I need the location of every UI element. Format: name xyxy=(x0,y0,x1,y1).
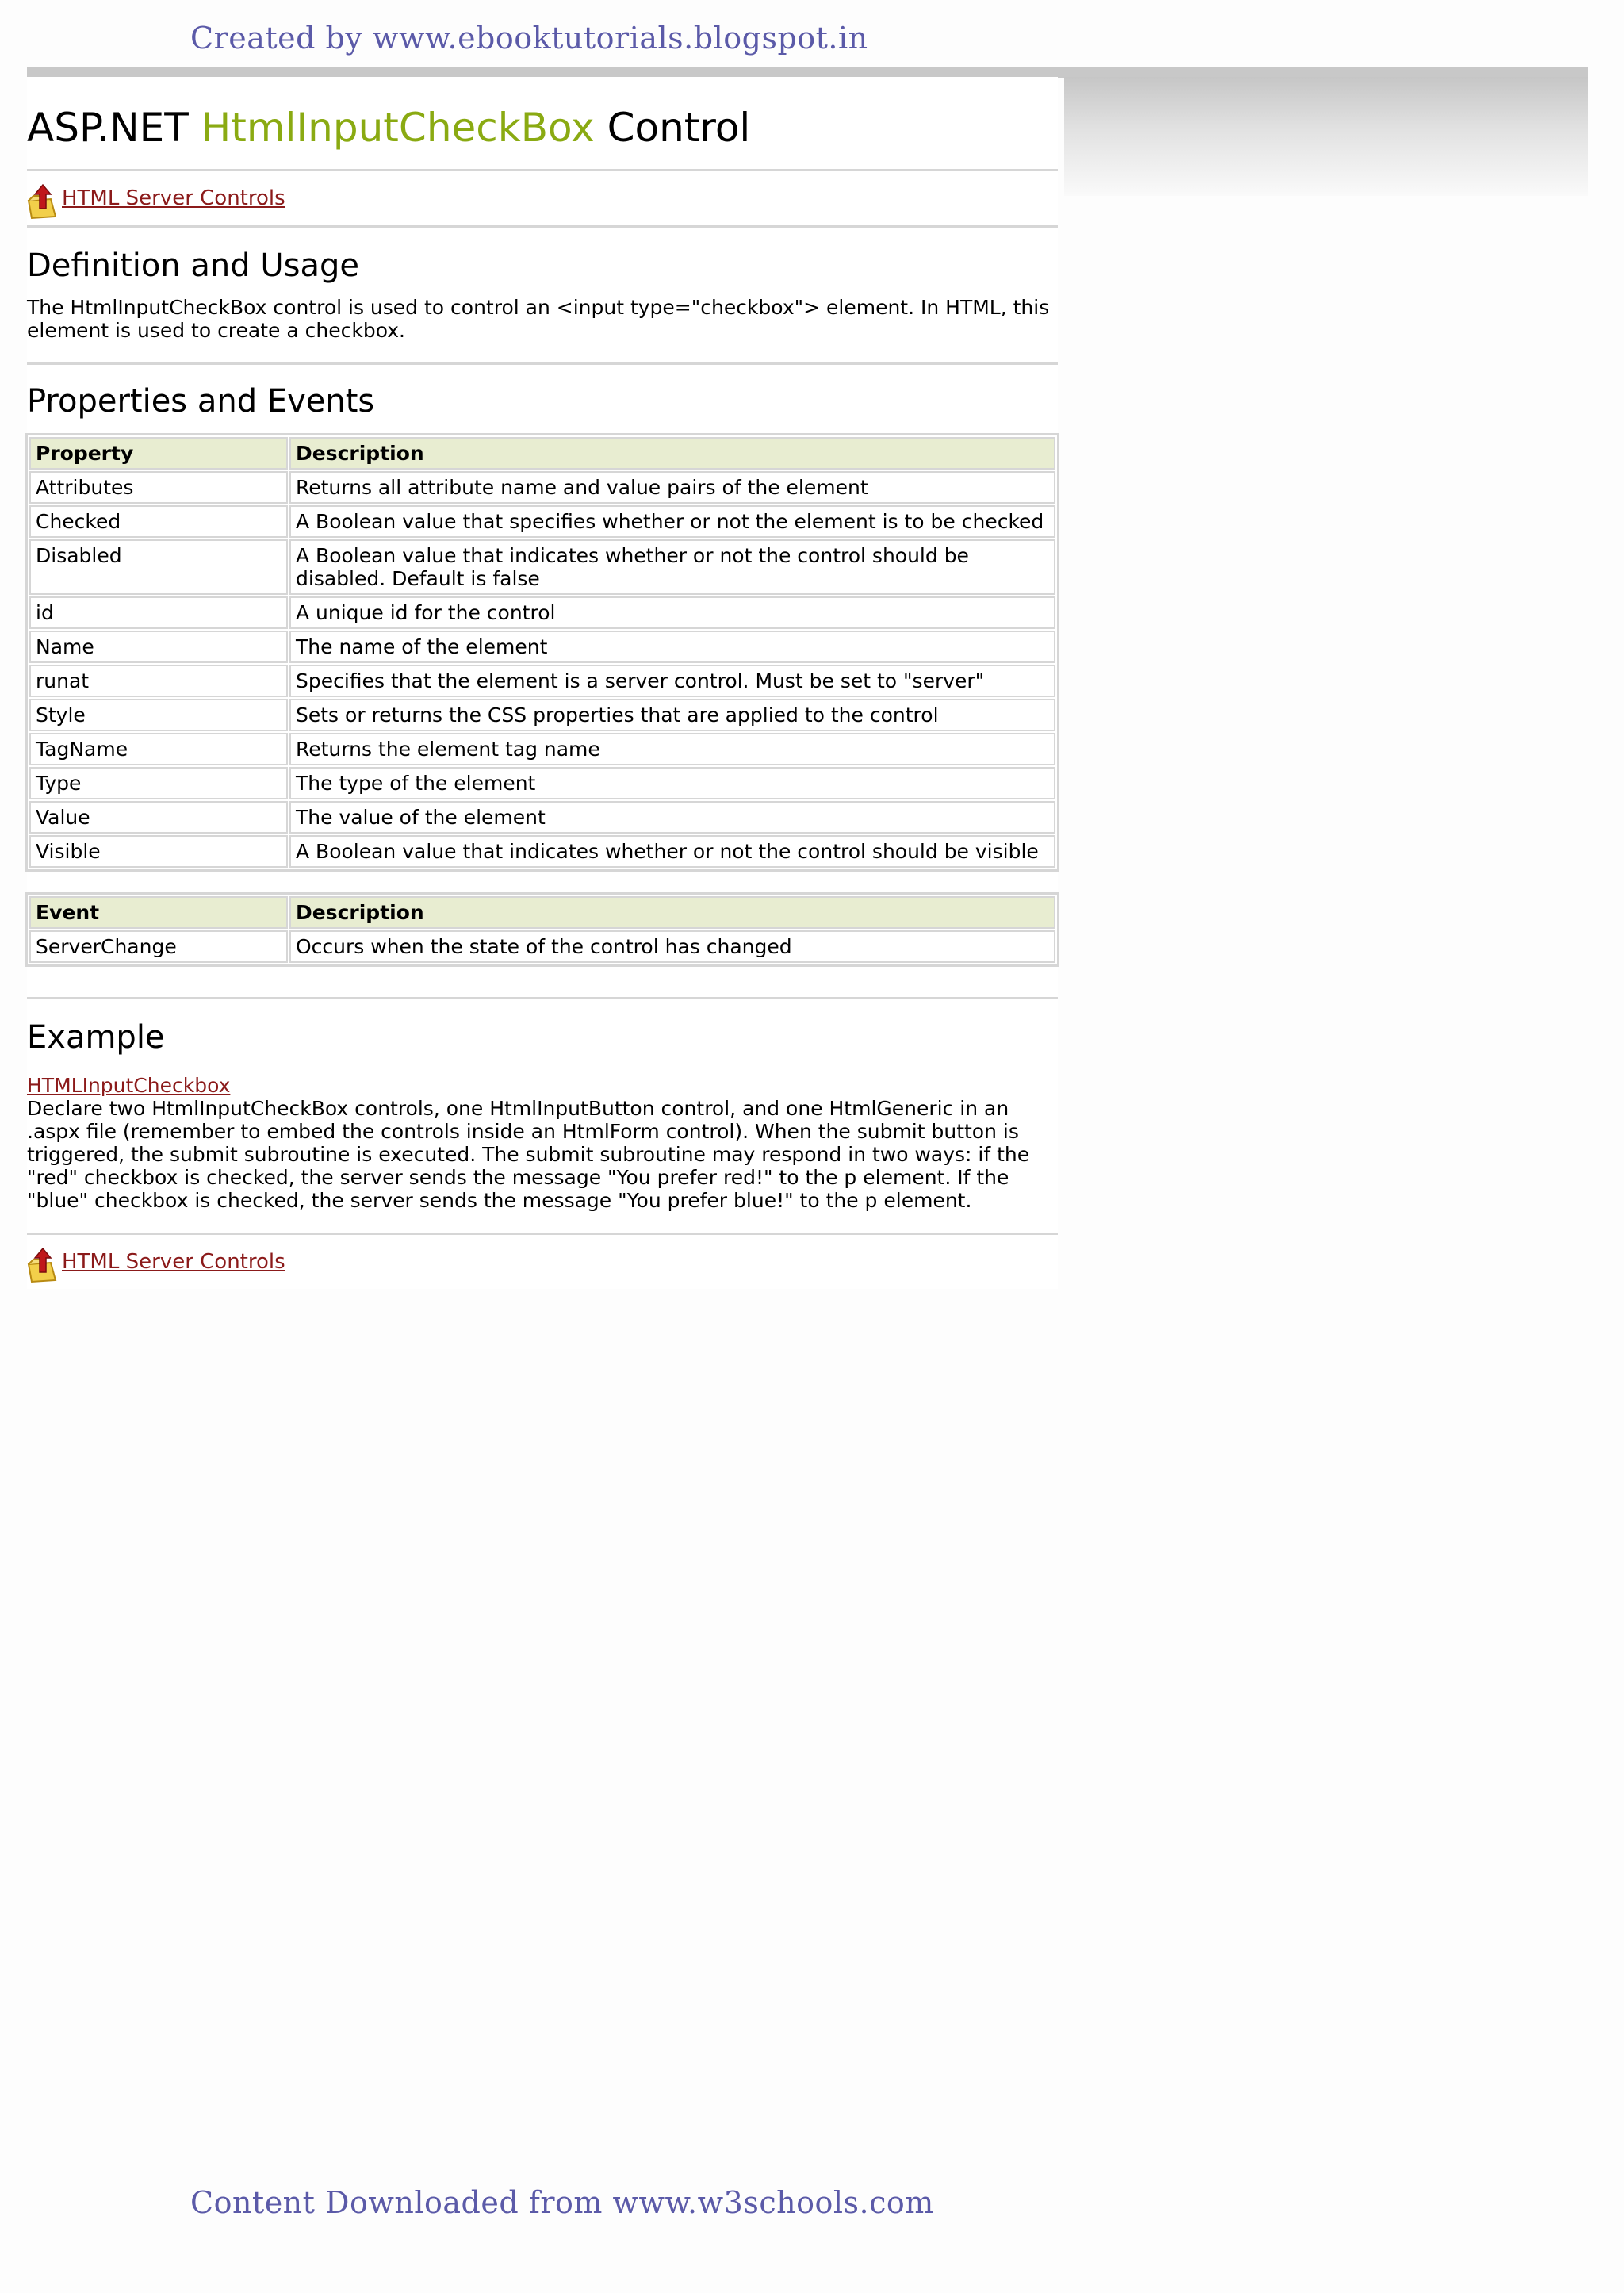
table-row xyxy=(29,767,1055,799)
watermark-bottom: Content Downloaded from www.w3schools.com xyxy=(190,2185,934,2220)
title-suffix: Control xyxy=(594,105,751,151)
table-row xyxy=(29,596,1055,629)
property-description: Returns all attribute name and value pairs of the element xyxy=(289,471,1055,504)
column-header-description: Description xyxy=(289,437,1055,470)
properties-heading: Properties and Events xyxy=(27,383,375,420)
property-description: The name of the element xyxy=(289,631,1055,663)
page-title xyxy=(27,77,1058,169)
example-text: Declare two HtmlInputCheckBox controls, one HtmlInputButton control, and one HtmlGeneric in an .aspx file (remember to embed the controls inside an HtmlForm control). When the submit button is triggered, the submit subroutine is executed. The submit subroutine may respond in two ways: if the "red" checkbox is checked, the server sends the message "You prefer red!" to the p element. If the "blue" checkbox is checked, the server sends the message "You prefer blue!" to the p element. xyxy=(27,1097,1030,1212)
top-bar xyxy=(27,67,1588,78)
property-description: Returns the element tag name xyxy=(289,733,1055,765)
table-header-row xyxy=(29,896,1055,929)
column-header-description: Description xyxy=(289,896,1055,929)
event-description: Occurs when the state of the control has changed xyxy=(289,930,1055,963)
table-row xyxy=(29,835,1055,868)
table-header-row xyxy=(29,437,1055,470)
property-name: Visible xyxy=(29,835,288,868)
folder-up-arrow-icon xyxy=(27,1247,59,1283)
property-description: A Boolean value that indicates whether or not the control should be disabled. Default is false xyxy=(289,539,1055,595)
properties-table xyxy=(25,433,1059,872)
nav-bottom xyxy=(27,1235,1058,1289)
table-row xyxy=(29,505,1055,538)
main-content xyxy=(27,77,1058,1289)
property-description: A Boolean value that specifies whether or not the element is to be checked xyxy=(289,505,1055,538)
definition-heading: Definition and Usage xyxy=(27,247,360,284)
property-description: A Boolean value that indicates whether or not the control should be visible xyxy=(289,835,1055,868)
html-server-controls-link[interactable]: HTML Server Controls xyxy=(62,186,285,210)
events-table xyxy=(25,892,1059,967)
property-description: Sets or returns the CSS properties that are applied to the control xyxy=(289,699,1055,731)
property-name: id xyxy=(29,596,288,629)
nav-top xyxy=(27,171,1058,225)
table-row xyxy=(29,699,1055,731)
html-server-controls-link[interactable]: HTML Server Controls xyxy=(62,1250,285,1274)
property-name: Style xyxy=(29,699,288,731)
title-accent: HtmlInputCheckBox xyxy=(201,105,595,151)
property-name: Name xyxy=(29,631,288,663)
table-row xyxy=(29,733,1055,765)
title-prefix: ASP.NET xyxy=(27,105,201,151)
right-gradient-panel xyxy=(1064,77,1588,196)
column-header-property: Property xyxy=(29,437,288,470)
table-row xyxy=(29,471,1055,504)
table-row xyxy=(29,539,1055,595)
folder-up-arrow-icon xyxy=(27,183,59,220)
table-row xyxy=(29,801,1055,834)
column-header-event: Event xyxy=(29,896,288,929)
example-link[interactable]: HTMLInputCheckbox xyxy=(27,1074,231,1097)
property-description: Specifies that the element is a server control. Must be set to "server" xyxy=(289,665,1055,697)
property-name: Type xyxy=(29,767,288,799)
property-name: Value xyxy=(29,801,288,834)
property-name: runat xyxy=(29,665,288,697)
property-description: A unique id for the control xyxy=(289,596,1055,629)
watermark-top: Created by www.ebooktutorials.blogspot.in xyxy=(190,21,868,56)
example-heading: Example xyxy=(27,1019,165,1056)
definition-text: The HtmlInputCheckBox control is used to control an <input type="checkbox"> element. In HTML, this element is used to create a checkbox. xyxy=(27,296,1050,342)
table-row xyxy=(29,631,1055,663)
property-name: TagName xyxy=(29,733,288,765)
property-description: The value of the element xyxy=(289,801,1055,834)
table-row xyxy=(29,665,1055,697)
property-name: Checked xyxy=(29,505,288,538)
event-name: ServerChange xyxy=(29,930,288,963)
table-row xyxy=(29,930,1055,963)
property-name: Attributes xyxy=(29,471,288,504)
property-name: Disabled xyxy=(29,539,288,595)
property-description: The type of the element xyxy=(289,767,1055,799)
